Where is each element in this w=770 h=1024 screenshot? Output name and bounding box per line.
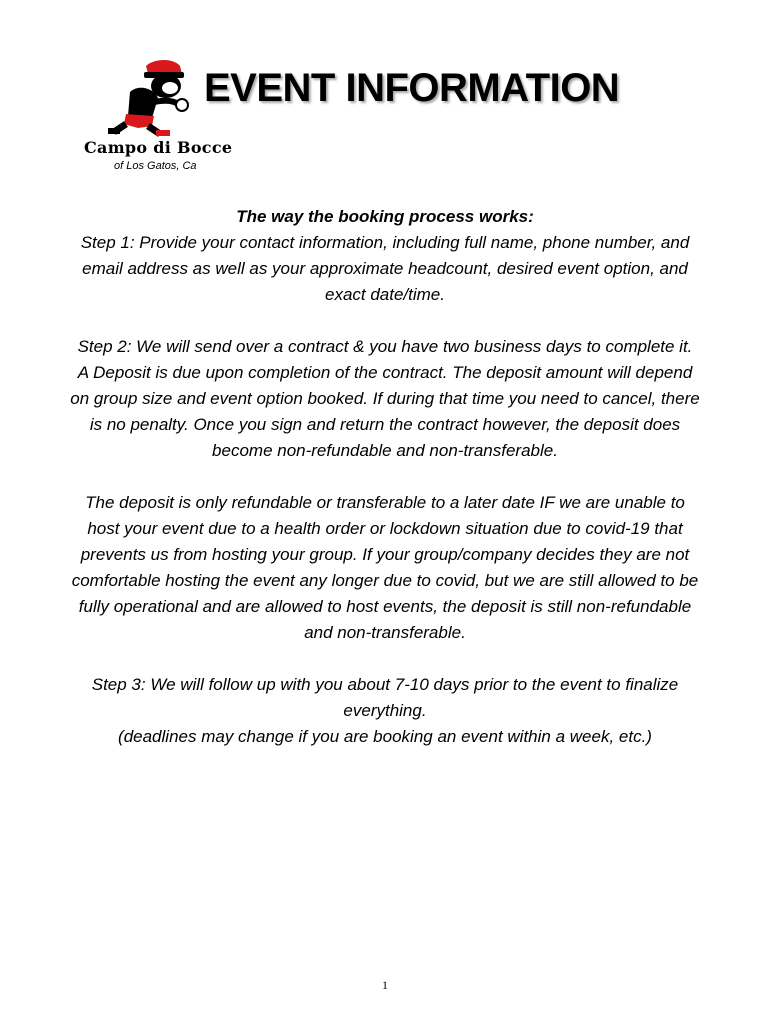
step-2-paragraph: Step 2: We will send over a contract & you have two business days to complete it. A Deposit is due upon completion of the contract. The deposit amount will depend on group size and event option booked. If during that time you need to cancel, there is no penalty. Once you sign and return the contract however, the deposit does become non-refundable and non-transferable. [70,337,700,460]
process-heading: The way the booking process works: [236,207,534,226]
deposit-paragraph: The deposit is only refundable or transferable to a later date IF we are unable to host your event due to a health order or lockdown situation due to covid-19 that prevents us from hosting your group. If your group/company decides they are not comfortable hosting the event any longer due to covid, but we are still allowed to be fully operational and are allowed to host events, the deposit is still non-refundable and non-transferable. [71,493,699,642]
page-title: EVENT INFORMATION [204,66,620,110]
step-3-paragraph [70,672,700,750]
brand-logo [84,58,233,176]
step-1-paragraph [70,204,700,308]
page-number: 1 [382,978,388,992]
step-1-text: Step 1: Provide your contact information, including full name, phone number, and email address as well as your approximate headcount, desired event option, and exact date/time. [80,233,690,304]
step-3-text: Step 3: We will follow up with you about 7-10 days prior to the event to finalize everything. [91,675,679,720]
brand-location: of Los Gatos, Ca [114,160,197,172]
brand-name: Campo di Bocce [84,138,233,157]
document-body [70,204,700,750]
bocce-player-icon [108,58,200,138]
deadline-note: (deadlines may change if you are booking an event within a week, etc.) [118,727,652,746]
